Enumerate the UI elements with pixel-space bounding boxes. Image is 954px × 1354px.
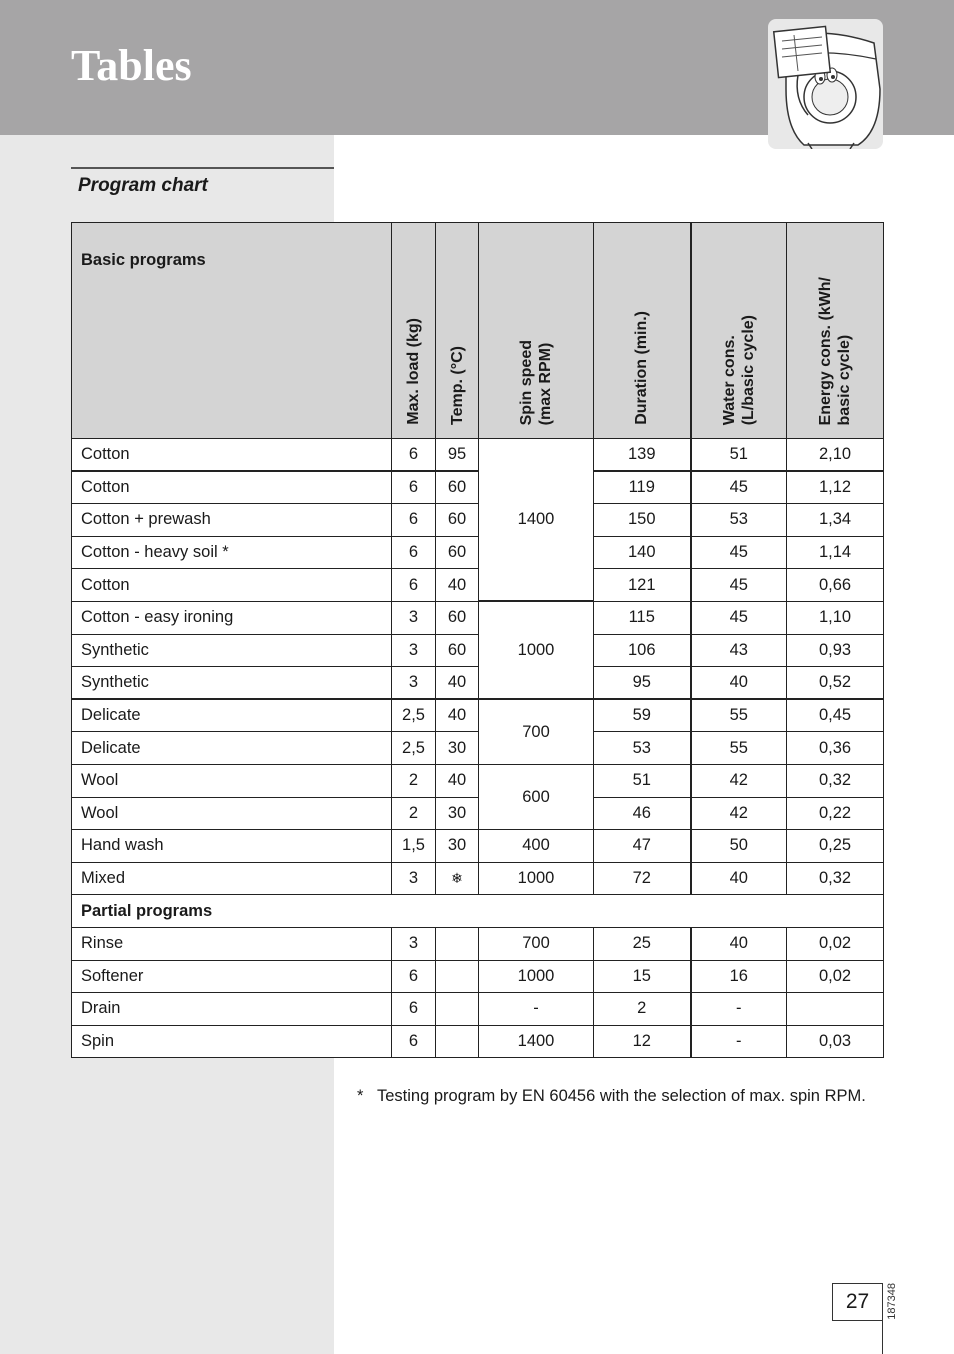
load-cell: 2,5 bbox=[392, 699, 436, 732]
table-row bbox=[72, 634, 884, 667]
energy-cell: 1,12 bbox=[787, 471, 884, 504]
footnote-text: Testing program by EN 60456 with the selection of max. spin RPM. bbox=[377, 1087, 866, 1105]
spin-cell: 700 bbox=[479, 927, 594, 960]
duration-cell: 12 bbox=[594, 1025, 691, 1058]
program-name: Synthetic bbox=[72, 634, 392, 667]
temp-cell: 30 bbox=[436, 830, 479, 863]
table-row bbox=[72, 1025, 884, 1058]
temp-cell bbox=[436, 993, 479, 1026]
load-cell: 6 bbox=[392, 993, 436, 1026]
temp-cell: 40 bbox=[436, 764, 479, 797]
duration-cell: 53 bbox=[594, 732, 691, 765]
table-row bbox=[72, 993, 884, 1026]
duration-cell: 95 bbox=[594, 667, 691, 700]
spin-cell: 1400 bbox=[479, 439, 594, 602]
program-name: Cotton + prewash bbox=[72, 504, 392, 537]
water-cell: 50 bbox=[691, 830, 787, 863]
load-cell: 6 bbox=[392, 536, 436, 569]
footnote bbox=[357, 1085, 877, 1107]
snowflake-icon: ❄ bbox=[436, 862, 479, 895]
energy-cell: 0,22 bbox=[787, 797, 884, 830]
table-row bbox=[72, 601, 884, 634]
duration-cell: 2 bbox=[594, 993, 691, 1026]
energy-cell: 0,03 bbox=[787, 1025, 884, 1058]
program-name: Cotton bbox=[72, 569, 392, 602]
load-cell: 1,5 bbox=[392, 830, 436, 863]
load-cell: 3 bbox=[392, 927, 436, 960]
table-row bbox=[72, 862, 884, 895]
load-cell: 6 bbox=[392, 471, 436, 504]
table-row bbox=[72, 732, 884, 765]
table-row bbox=[72, 569, 884, 602]
water-cell: 45 bbox=[691, 569, 787, 602]
water-cell: 42 bbox=[691, 764, 787, 797]
load-cell: 3 bbox=[392, 667, 436, 700]
water-cell: - bbox=[691, 1025, 787, 1058]
duration-cell: 140 bbox=[594, 536, 691, 569]
water-cell: 53 bbox=[691, 504, 787, 537]
table-row bbox=[72, 471, 884, 504]
load-cell: 6 bbox=[392, 439, 436, 472]
duration-cell: 150 bbox=[594, 504, 691, 537]
temp-cell bbox=[436, 1025, 479, 1058]
duration-cell: 72 bbox=[594, 862, 691, 895]
temp-cell bbox=[436, 960, 479, 993]
program-name: Wool bbox=[72, 764, 392, 797]
table-row bbox=[72, 699, 884, 732]
duration-cell: 15 bbox=[594, 960, 691, 993]
load-cell: 2 bbox=[392, 797, 436, 830]
program-name: Hand wash bbox=[72, 830, 392, 863]
page-number-rule bbox=[882, 1321, 883, 1354]
energy-cell: 0,45 bbox=[787, 699, 884, 732]
table-row bbox=[72, 830, 884, 863]
water-cell: 42 bbox=[691, 797, 787, 830]
program-name: Synthetic bbox=[72, 667, 392, 700]
water-cell: 40 bbox=[691, 862, 787, 895]
spin-cell: - bbox=[479, 993, 594, 1026]
water-cell: 51 bbox=[691, 439, 787, 472]
table-row bbox=[72, 797, 884, 830]
program-name: Mixed bbox=[72, 862, 392, 895]
temp-cell: 40 bbox=[436, 699, 479, 732]
section-rule bbox=[71, 167, 334, 169]
temp-cell bbox=[436, 927, 479, 960]
spin-cell: 1000 bbox=[479, 862, 594, 895]
temp-cell: 60 bbox=[436, 504, 479, 537]
column-header-duration: Duration (min.) bbox=[594, 223, 691, 439]
spin-cell: 700 bbox=[479, 699, 594, 764]
program-name: Delicate bbox=[72, 699, 392, 732]
energy-cell: 0,32 bbox=[787, 862, 884, 895]
load-cell: 6 bbox=[392, 960, 436, 993]
energy-cell: 0,36 bbox=[787, 732, 884, 765]
program-name: Wool bbox=[72, 797, 392, 830]
load-cell: 2,5 bbox=[392, 732, 436, 765]
washing-machine-mascot-icon bbox=[768, 19, 883, 149]
table-row bbox=[72, 927, 884, 960]
water-cell: 45 bbox=[691, 471, 787, 504]
load-cell: 3 bbox=[392, 862, 436, 895]
temp-cell: 30 bbox=[436, 732, 479, 765]
energy-cell: 0,32 bbox=[787, 764, 884, 797]
energy-cell: 2,10 bbox=[787, 439, 884, 472]
temp-cell: 60 bbox=[436, 536, 479, 569]
page-header bbox=[0, 0, 954, 135]
energy-cell: 0,52 bbox=[787, 667, 884, 700]
duration-cell: 47 bbox=[594, 830, 691, 863]
program-name: Cotton bbox=[72, 439, 392, 472]
table-row bbox=[72, 960, 884, 993]
program-name: Cotton - easy ironing bbox=[72, 601, 392, 634]
temp-cell: 30 bbox=[436, 797, 479, 830]
water-cell: 40 bbox=[691, 667, 787, 700]
water-cell: 40 bbox=[691, 927, 787, 960]
program-name: Delicate bbox=[72, 732, 392, 765]
column-header-spin: Spin speed (max RPM) bbox=[479, 223, 594, 439]
program-name: Cotton bbox=[72, 471, 392, 504]
page-number: 27 bbox=[832, 1283, 883, 1321]
section-title: Program chart bbox=[78, 175, 208, 196]
duration-cell: 139 bbox=[594, 439, 691, 472]
partial-programs-row bbox=[72, 895, 884, 928]
energy-cell bbox=[787, 993, 884, 1026]
table-row bbox=[72, 667, 884, 700]
duration-cell: 51 bbox=[594, 764, 691, 797]
footnote-marker: * bbox=[357, 1087, 364, 1105]
program-chart-table bbox=[71, 222, 884, 1058]
table-row bbox=[72, 764, 884, 797]
temp-cell: 60 bbox=[436, 471, 479, 504]
spin-cell: 600 bbox=[479, 764, 594, 829]
document-number: 187348 bbox=[886, 1283, 898, 1320]
program-name: Spin bbox=[72, 1025, 392, 1058]
water-cell: 45 bbox=[691, 601, 787, 634]
temp-cell: 60 bbox=[436, 601, 479, 634]
duration-cell: 115 bbox=[594, 601, 691, 634]
energy-cell: 1,10 bbox=[787, 601, 884, 634]
spin-cell: 1000 bbox=[479, 960, 594, 993]
program-name: Rinse bbox=[72, 927, 392, 960]
duration-cell: 106 bbox=[594, 634, 691, 667]
energy-cell: 0,25 bbox=[787, 830, 884, 863]
basic-programs-header: Basic programs bbox=[72, 223, 392, 439]
table-row bbox=[72, 439, 884, 472]
partial-programs-header: Partial programs bbox=[72, 895, 884, 928]
duration-cell: 121 bbox=[594, 569, 691, 602]
spin-cell: 1400 bbox=[479, 1025, 594, 1058]
energy-cell: 0,66 bbox=[787, 569, 884, 602]
water-cell: 43 bbox=[691, 634, 787, 667]
column-header-energy: Energy cons. (kWh/ basic cycle) bbox=[787, 223, 884, 439]
duration-cell: 119 bbox=[594, 471, 691, 504]
temp-cell: 40 bbox=[436, 569, 479, 602]
duration-cell: 59 bbox=[594, 699, 691, 732]
duration-cell: 46 bbox=[594, 797, 691, 830]
energy-cell: 0,93 bbox=[787, 634, 884, 667]
water-cell: 45 bbox=[691, 536, 787, 569]
load-cell: 3 bbox=[392, 634, 436, 667]
spin-cell: 1000 bbox=[479, 601, 594, 699]
program-name: Drain bbox=[72, 993, 392, 1026]
table-row bbox=[72, 504, 884, 537]
temp-cell: 60 bbox=[436, 634, 479, 667]
water-cell: 16 bbox=[691, 960, 787, 993]
load-cell: 2 bbox=[392, 764, 436, 797]
energy-cell: 1,14 bbox=[787, 536, 884, 569]
energy-cell: 0,02 bbox=[787, 960, 884, 993]
water-cell: - bbox=[691, 993, 787, 1026]
water-cell: 55 bbox=[691, 732, 787, 765]
load-cell: 6 bbox=[392, 1025, 436, 1058]
table-header-row bbox=[72, 223, 884, 439]
load-cell: 6 bbox=[392, 504, 436, 537]
water-cell: 55 bbox=[691, 699, 787, 732]
page-title: Tables bbox=[71, 41, 192, 90]
energy-cell: 1,34 bbox=[787, 504, 884, 537]
column-header-water: Water cons. (L/basic cycle) bbox=[691, 223, 787, 439]
program-name: Softener bbox=[72, 960, 392, 993]
table-row bbox=[72, 536, 884, 569]
column-header-temp: Temp. (°C) bbox=[436, 223, 479, 439]
temp-cell: 40 bbox=[436, 667, 479, 700]
program-name: Cotton - heavy soil * bbox=[72, 536, 392, 569]
duration-cell: 25 bbox=[594, 927, 691, 960]
temp-cell: 95 bbox=[436, 439, 479, 472]
energy-cell: 0,02 bbox=[787, 927, 884, 960]
spin-cell: 400 bbox=[479, 830, 594, 863]
column-header-load: Max. load (kg) bbox=[392, 223, 436, 439]
load-cell: 3 bbox=[392, 601, 436, 634]
load-cell: 6 bbox=[392, 569, 436, 602]
